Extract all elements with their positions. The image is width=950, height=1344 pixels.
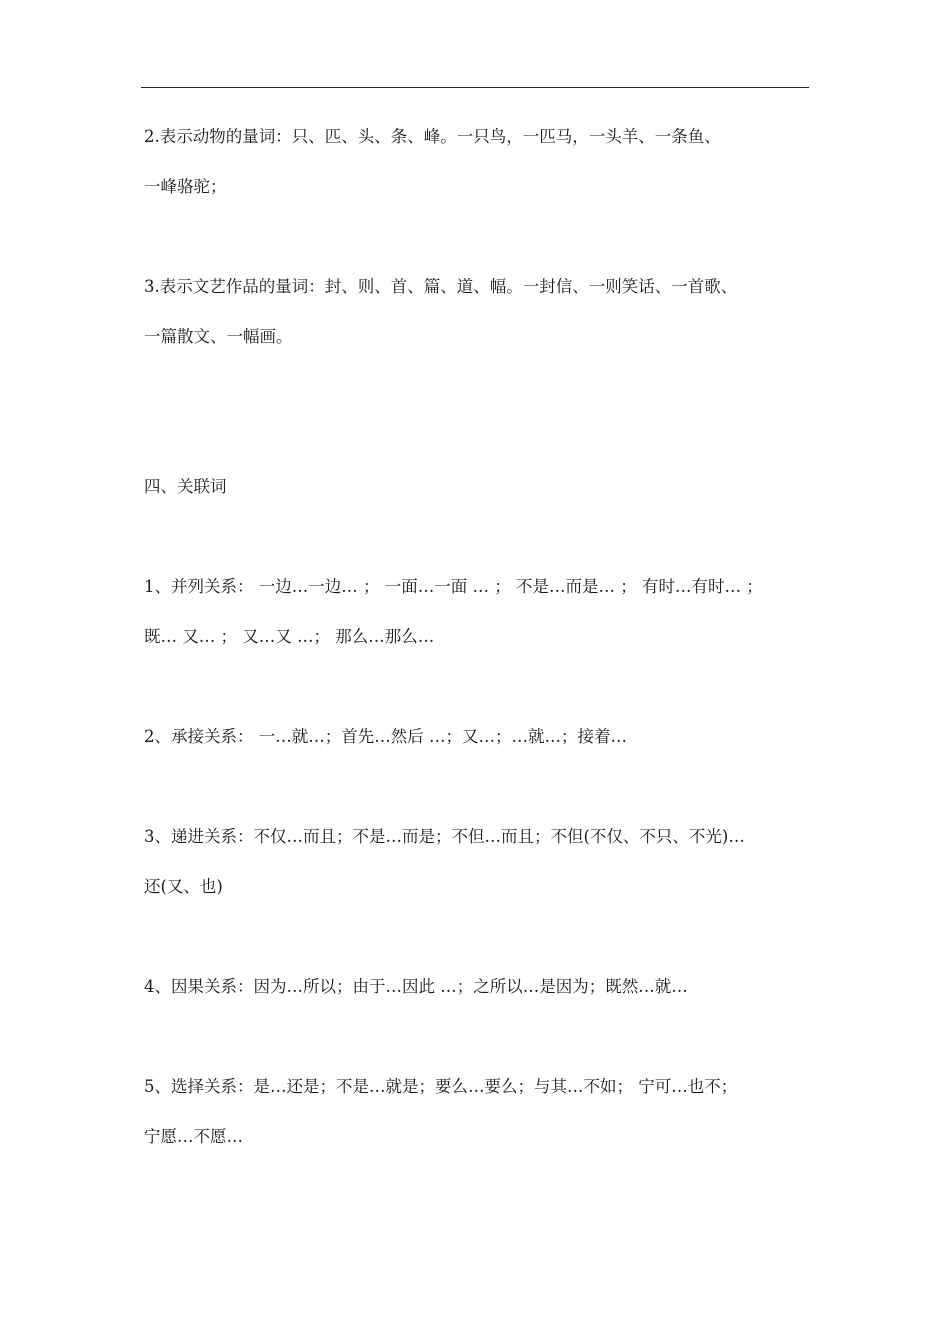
section-heading: 四、关联词: [144, 477, 227, 496]
conjunction-item-progressive: [144, 812, 812, 912]
spacer: [144, 212, 812, 262]
document-content: [144, 112, 812, 1162]
paragraph-line: 还(又、也): [144, 877, 223, 896]
paragraph-line: 一峰骆驼；: [144, 177, 227, 196]
conjunction-item-choice: [144, 1062, 812, 1162]
paragraph-line: 5、选择关系：是…还是；不是…就是；要么…要么；与其…不如； 宁可…也不；: [144, 1077, 738, 1096]
header-rule: [141, 87, 809, 88]
paragraph-line: 2、承接关系： 一…就…；首先…然后 …；又…；…就…；接着…: [144, 727, 627, 746]
paragraph-line: 2.表示动物的量词：只、匹、头、条、峰。一只鸟，一匹马，一头羊、一条鱼、: [144, 127, 721, 146]
paragraph-line: 一篇散文、一幅画。: [144, 327, 293, 346]
paragraph-line: 3.表示文艺作品的量词：封、则、首、篇、道、幅。一封信、一则笑话、一首歌、: [144, 277, 738, 296]
spacer: [144, 362, 812, 462]
paragraph-line: 3、递进关系：不仅…而且；不是…而是；不但…而且；不但(不仅、不只、不光)…: [144, 827, 745, 846]
paragraph-line: 1、并列关系： 一边…一边… ； 一面…一面 … ； 不是…而是… ； 有时…有时… ；: [144, 577, 763, 596]
measure-word-paragraph-artworks: [144, 262, 812, 362]
spacer: [144, 912, 812, 962]
paragraph-line: 4、因果关系：因为…所以；由于…因此 …；之所以…是因为；既然…就…: [144, 977, 688, 996]
conjunction-item-parallel: [144, 562, 812, 662]
paragraph-line: 既… 又… ； 又…又 …； 那么…那么…: [144, 627, 435, 646]
paragraph-line: 宁愿…不愿…: [144, 1127, 243, 1146]
measure-word-paragraph-animals: [144, 112, 812, 212]
spacer: [144, 662, 812, 712]
conjunction-item-sequential: [144, 712, 812, 762]
spacer: [144, 1012, 812, 1062]
conjunction-item-causal: [144, 962, 812, 1012]
spacer: [144, 512, 812, 562]
spacer: [144, 762, 812, 812]
